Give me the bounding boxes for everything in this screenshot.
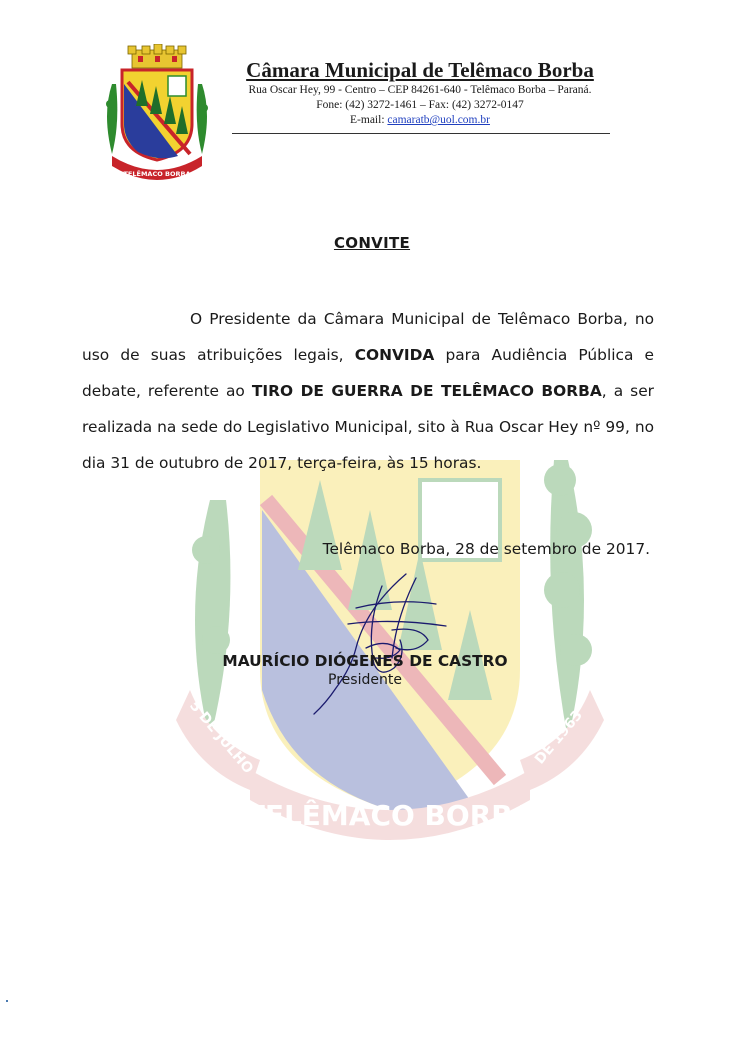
paragraph-line: O Presidente da Câmara Municipal de Telêmaco Borba, no [190, 310, 654, 328]
place-date: Telêmaco Borba, 28 de setembro de 2017. [322, 540, 650, 558]
paragraph-line: realizada na sede do Legislativo Municipal, sito à Rua Oscar Hey nº 99, no [82, 418, 654, 436]
bold-term: CONVIDA [354, 346, 435, 364]
watermark-right-ribbon: DE 1963 [531, 707, 586, 768]
letterhead-divider [232, 133, 610, 134]
email-link[interactable]: camaratb@uol.com.br [387, 114, 490, 126]
document-heading: CONVITE [333, 234, 411, 252]
invitation-paragraph [82, 301, 654, 481]
letterhead-title: Câmara Municipal de Telêmaco Borba [246, 58, 594, 82]
letterhead-phone: Fone: (42) 3272-1461 – Fax: (42) 3272-0147 [316, 99, 524, 111]
paragraph-line: debate, referente ao TIRO DE GUERRA DE TELÊMACO BORBA, a ser [82, 382, 654, 400]
signer-name: MAURÍCIO DIÓGENES DE CASTRO [222, 652, 508, 670]
scan-speck [6, 1000, 8, 1002]
bold-term: TIRO DE GUERRA DE TELÊMACO BORBA [251, 382, 602, 400]
letterhead-address: Rua Oscar Hey, 99 - Centro – CEP 84261-640 - Telêmaco Borba – Paraná. [248, 84, 592, 96]
letterhead-email-line [230, 114, 610, 126]
handwritten-signature [296, 568, 466, 718]
watermark-left-ribbon: 5 DE JULHO [186, 697, 257, 777]
watermark-banner-text: TELÊMACO BORBA [245, 799, 535, 832]
signer-role: Presidente [328, 672, 402, 688]
municipal-crest-logo [98, 44, 216, 184]
email-label: E-mail: [350, 114, 385, 126]
paragraph-line: uso de suas atribuições legais, CONVIDA para Audiência Pública e [82, 346, 654, 364]
paragraph-line: dia 31 de outubro de 2017, terça-feira, às 15 horas. [82, 454, 482, 472]
svg-text:TELÊMACO BORBA: TELÊMACO BORBA [123, 170, 191, 178]
